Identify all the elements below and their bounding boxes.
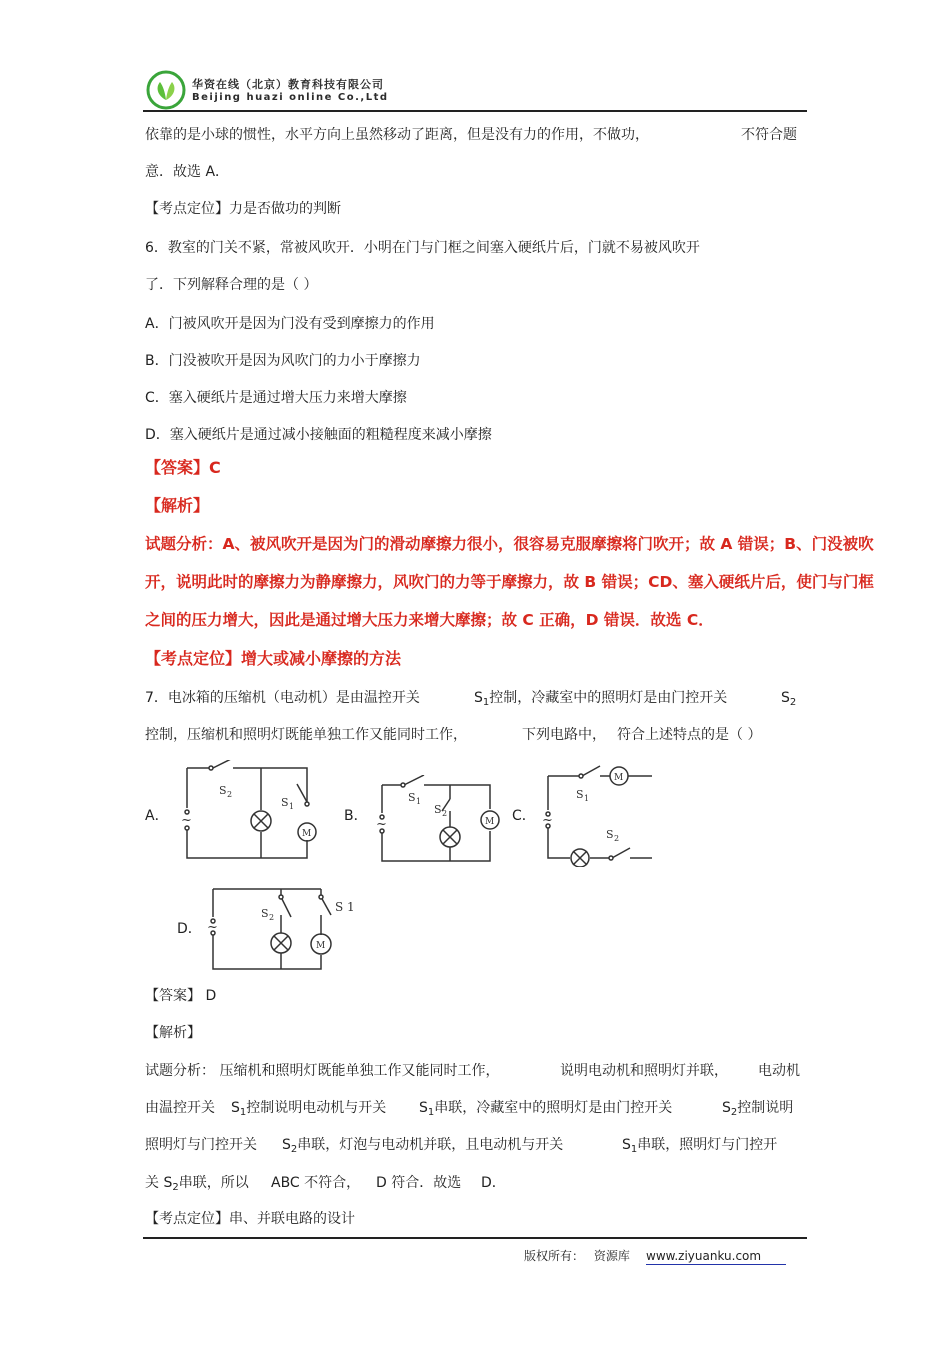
circuit-diagram-d bbox=[205, 883, 365, 975]
analysis-text: 关 $S_2$串联，所以 bbox=[145, 1175, 249, 1193]
circuit-diagram-c bbox=[540, 762, 655, 867]
motor-label: M bbox=[614, 773, 624, 783]
option-label-d: D． bbox=[177, 921, 202, 937]
kaodian-label: 【考点定位】串、并联电路的设计 bbox=[145, 1211, 355, 1227]
analysis-text: ABC 不符合， bbox=[271, 1175, 361, 1191]
switch-label: S bbox=[219, 784, 227, 797]
ac-source-symbol: ~ bbox=[376, 817, 387, 832]
footer-divider bbox=[143, 1237, 807, 1239]
header-divider bbox=[143, 110, 807, 112]
option-b: B．门没被吹开是因为风吹门的力小于摩擦力 bbox=[145, 353, 421, 369]
analysis-title: 【解析】 bbox=[145, 1025, 201, 1041]
analysis-text: D 符合．故选 bbox=[376, 1175, 462, 1191]
footer bbox=[524, 1247, 630, 1265]
switch-label: S bbox=[606, 828, 614, 841]
answer-label: 【答案】 D bbox=[145, 988, 217, 1004]
site-name: 资源库 bbox=[593, 1249, 630, 1263]
question-7-stem: 7．电冰箱的压缩机（电动机）是由温控开关 bbox=[145, 690, 420, 706]
svg-text:2: 2 bbox=[614, 834, 620, 843]
company-name-en: Beijing huazi online Co.,Ltd bbox=[192, 92, 389, 103]
motor-label: M bbox=[302, 829, 312, 839]
ac-source-symbol: ~ bbox=[207, 920, 218, 935]
footer-url-underline bbox=[646, 1264, 786, 1265]
option-label-a: A． bbox=[145, 808, 169, 824]
question-7-stem: 符合上述特点的是（ ） bbox=[617, 727, 762, 743]
analysis-text: 试题分析： 压缩机和照明灯既能单独工作又能同时工作， bbox=[145, 1063, 500, 1079]
svg-text:2: 2 bbox=[269, 913, 275, 922]
option-label-c: C． bbox=[512, 808, 536, 824]
circuit-diagram-b bbox=[372, 775, 502, 867]
ac-source-symbol: ~ bbox=[542, 813, 553, 828]
switch-label: S 1 bbox=[335, 900, 355, 914]
analysis-text: $S_1$控制说明电动机与开关 bbox=[231, 1100, 387, 1118]
analysis-text: 试题分析：A、被风吹开是因为门的滑动摩擦力很小，很容易克服摩擦将门吹开；故 A 错误；B、门没被吹 bbox=[145, 535, 874, 553]
switch-label: S bbox=[281, 796, 289, 809]
question-6-stem: 了．下列解释合理的是（ ） bbox=[145, 277, 318, 293]
text-line: 依靠的是小球的惯性，水平方向上虽然移动了距离，但是没有力的作用，不做功， bbox=[145, 127, 649, 143]
circuit-diagram-a bbox=[175, 760, 325, 865]
analysis-text: D． bbox=[481, 1175, 506, 1191]
copyright-label: 版权所有： bbox=[524, 1249, 585, 1263]
option-c: C．塞入硬纸片是通过增大压力来增大摩擦 bbox=[145, 390, 407, 406]
analysis-text: $S_1$串联，冷藏室中的照明灯是由门控开关 bbox=[419, 1100, 673, 1118]
footer-url-link[interactable]: www.ziyuanku.com bbox=[646, 1249, 762, 1263]
question-6-stem: 6．教室的门关不紧，常被风吹开．小明在门与门框之间塞入硬纸片后，门就不易被风吹开 bbox=[145, 240, 700, 256]
option-d: D．塞入硬纸片是通过减小接触面的粗糙程度来减小摩擦 bbox=[145, 427, 492, 443]
switch-label: S bbox=[434, 803, 442, 816]
analysis-text: 说明电动机和照明灯并联， bbox=[560, 1063, 728, 1079]
analysis-title: 【解析】 bbox=[145, 496, 210, 515]
question-7-stem: 下列电路中， bbox=[522, 727, 606, 743]
option-a: A．门被风吹开是因为门没有受到摩擦力的作用 bbox=[145, 316, 435, 332]
kaodian-label: 【考点定位】力是否做功的判断 bbox=[145, 201, 341, 217]
ac-source-symbol: ~ bbox=[181, 813, 192, 828]
analysis-text: 之间的压力增大，因此是通过增大压力来增大摩擦；故 C 正确，D 错误．故选 C． bbox=[145, 611, 714, 629]
kaodian-label: 【考点定位】增大或减小摩擦的方法 bbox=[145, 649, 402, 668]
analysis-text: $S_2$控制说明 bbox=[722, 1100, 794, 1118]
question-7-stem: 控制，压缩机和照明灯既能单独工作又能同时工作， bbox=[145, 727, 467, 743]
svg-text:1: 1 bbox=[584, 794, 590, 803]
analysis-text: $S_2$串联，灯泡与电动机并联，且电动机与开关 bbox=[282, 1137, 564, 1155]
analysis-text: 开，说明此时的摩擦力为静摩擦力，风吹门的力等于摩擦力，故 B 错误；CD、塞入硬纸片后，使门与门框 bbox=[145, 573, 874, 591]
analysis-text: 电动机 bbox=[758, 1063, 800, 1079]
svg-text:2: 2 bbox=[442, 809, 448, 818]
question-7-stem: $S_2$ bbox=[781, 690, 797, 708]
text-line: 意．故选 A． bbox=[145, 164, 230, 180]
question-7-stem: $S_1$控制，冷藏室中的照明灯是由门控开关 bbox=[474, 690, 728, 708]
option-label-b: B． bbox=[344, 808, 368, 824]
company-logo bbox=[146, 70, 186, 110]
switch-label: S bbox=[408, 791, 416, 804]
motor-label: M bbox=[316, 941, 326, 951]
switch-label: S bbox=[576, 788, 584, 801]
answer-label: 【答案】C bbox=[145, 458, 221, 477]
company-name-cn: 华资在线（北京）教育科技有限公司 bbox=[192, 78, 384, 91]
switch-label: S bbox=[261, 907, 269, 920]
analysis-text: 由温控开关 bbox=[145, 1100, 215, 1116]
motor-label: M bbox=[485, 817, 495, 827]
analysis-text: 照明灯与门控开关 bbox=[145, 1137, 257, 1153]
svg-text:2: 2 bbox=[227, 790, 233, 799]
svg-text:1: 1 bbox=[289, 802, 295, 811]
svg-text:1: 1 bbox=[416, 797, 422, 806]
text-line: 不符合题 bbox=[741, 127, 797, 143]
analysis-text: $S_1$串联，照明灯与门控开 bbox=[622, 1137, 778, 1155]
